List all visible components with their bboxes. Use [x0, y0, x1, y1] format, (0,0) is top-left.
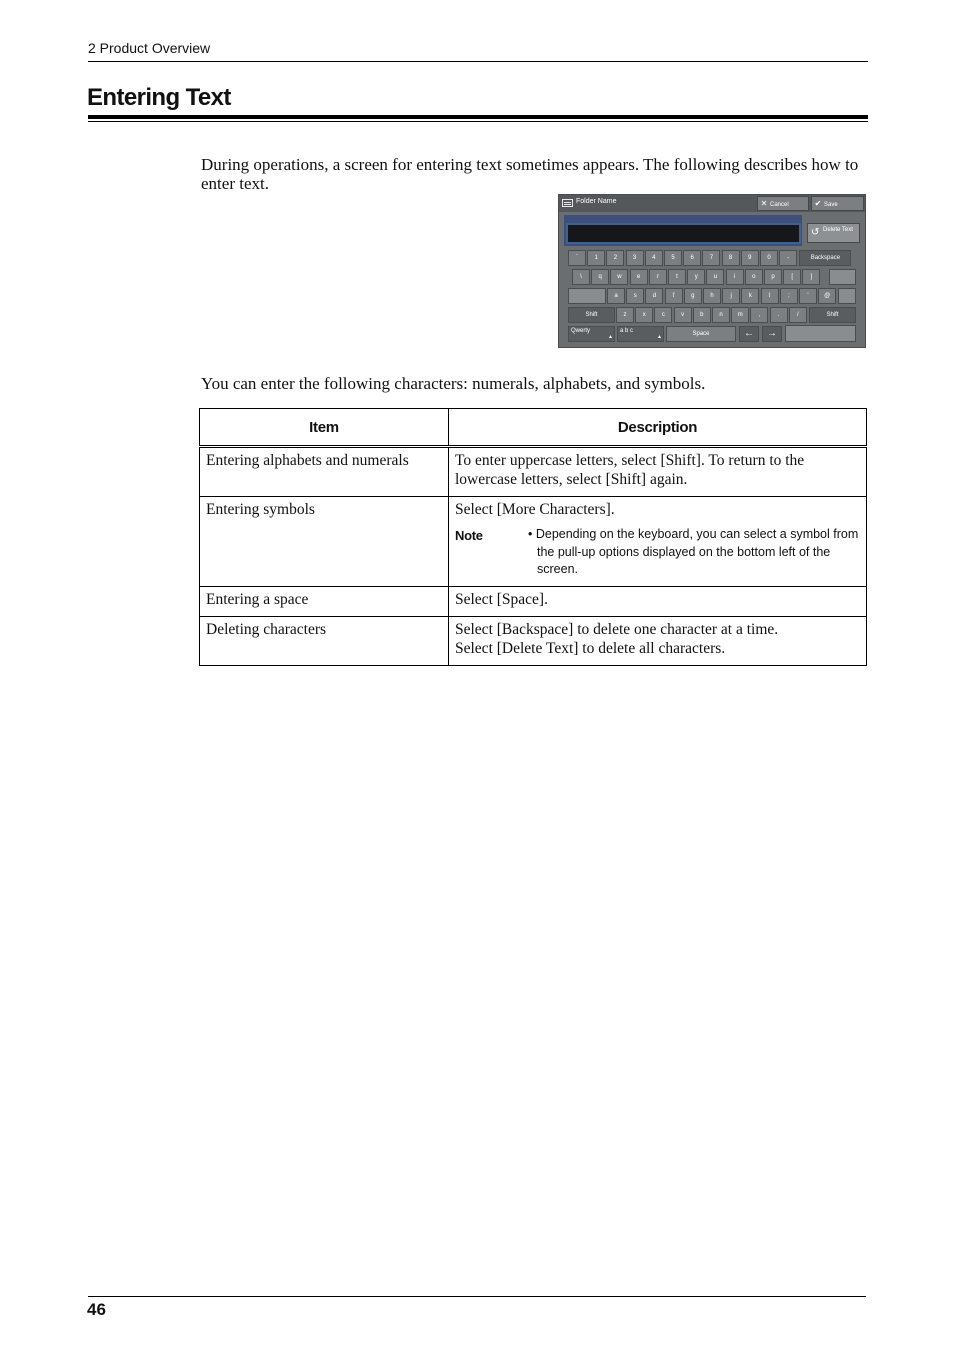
abc-selector[interactable]	[617, 326, 664, 342]
key[interactable]: s	[626, 288, 644, 304]
key[interactable]: z	[616, 307, 634, 323]
description-cell	[449, 616, 867, 665]
key[interactable]: b	[693, 307, 711, 323]
save-label: Save	[824, 202, 838, 208]
checkmark-icon: ✔	[814, 199, 822, 208]
running-header: 2 Product Overview	[88, 40, 211, 56]
key[interactable]: 7	[702, 250, 720, 266]
key[interactable]: 9	[741, 250, 759, 266]
header-rule	[88, 61, 868, 62]
key[interactable]: a	[607, 288, 625, 304]
key[interactable]: i	[726, 269, 744, 285]
delete-text-label: Delete Text	[823, 227, 853, 233]
key[interactable]: h	[703, 288, 721, 304]
qwerty-selector[interactable]	[568, 326, 615, 342]
keyboard-screenshot	[558, 194, 866, 348]
key[interactable]: ,	[750, 307, 768, 323]
table-row	[200, 497, 867, 587]
blank-key[interactable]	[838, 288, 856, 304]
dropdown-arrow-icon: ▲	[657, 334, 662, 340]
backspace-key[interactable]: Backspace	[799, 250, 851, 266]
column-header-item: Item	[200, 409, 449, 447]
item-cell: Entering alphabets and numerals	[200, 447, 449, 497]
key[interactable]: n	[712, 307, 730, 323]
key[interactable]: 1	[587, 250, 605, 266]
description-line: Select [Backspace] to delete one character at a time.	[455, 620, 779, 638]
item-cell: Deleting characters	[200, 616, 449, 665]
save-button[interactable]	[811, 196, 864, 211]
right-arrow-key[interactable]: →	[762, 326, 782, 342]
key[interactable]: l	[761, 288, 779, 304]
key[interactable]: f	[665, 288, 683, 304]
note-text: • Depending on the keyboard, you can select a symbol from the pull-up options displayed on the bottom left of the screen.	[528, 527, 859, 576]
cancel-label: Cancel	[770, 202, 789, 208]
key[interactable]: p	[764, 269, 782, 285]
blank-key[interactable]	[829, 269, 856, 285]
key[interactable]: x	[635, 307, 653, 323]
keyboard-title: Folder Name	[576, 198, 617, 205]
description-cell: Select [Space].	[449, 586, 867, 616]
shift-key[interactable]: Shift	[568, 307, 615, 323]
description-table	[199, 408, 867, 666]
keyboard-icon	[562, 199, 573, 207]
description-cell: To enter uppercase letters, select [Shift]. To return to the lowercase letters, select [Shift] again.	[449, 447, 867, 497]
keyboard-title-bar	[559, 195, 865, 212]
key[interactable]: ;	[780, 288, 798, 304]
key[interactable]: c	[654, 307, 672, 323]
blank-key[interactable]	[568, 288, 606, 304]
table-row	[200, 616, 867, 665]
key[interactable]: ]	[802, 269, 820, 285]
description-cell	[449, 497, 867, 587]
key[interactable]: 4	[645, 250, 663, 266]
key[interactable]: u	[706, 269, 724, 285]
undo-icon: ↺	[811, 227, 820, 238]
description-line: Select [Delete Text] to delete all characters.	[455, 639, 726, 657]
item-cell: Entering a space	[200, 586, 449, 616]
intro-paragraph: During operations, a screen for entering text sometimes appears. The following describes how to enter text.	[201, 155, 859, 193]
table-header-row	[200, 409, 867, 447]
shift-key[interactable]: Shift	[809, 307, 856, 323]
note-label: Note	[455, 528, 483, 543]
text-entry-field[interactable]	[566, 223, 801, 244]
key[interactable]: 8	[722, 250, 740, 266]
key[interactable]: .	[770, 307, 788, 323]
key[interactable]: '	[799, 288, 817, 304]
key[interactable]: e	[630, 269, 648, 285]
key[interactable]: `	[568, 250, 586, 266]
delete-text-button[interactable]	[807, 223, 860, 243]
characters-paragraph: You can enter the following characters: numerals, alphabets, and symbols.	[201, 374, 706, 393]
key[interactable]: 3	[626, 250, 644, 266]
key[interactable]: 0	[760, 250, 778, 266]
key[interactable]: -	[779, 250, 797, 266]
page-number: 46	[87, 1300, 106, 1319]
key[interactable]: [	[783, 269, 801, 285]
key[interactable]: \	[572, 269, 590, 285]
key[interactable]: 6	[683, 250, 701, 266]
table-row	[200, 586, 867, 616]
key[interactable]: /	[789, 307, 807, 323]
note-block	[455, 526, 860, 579]
description-text: Select [More Characters].	[455, 501, 615, 518]
key[interactable]: v	[674, 307, 692, 323]
key[interactable]: y	[687, 269, 705, 285]
page-title: Entering Text	[87, 84, 231, 111]
footer-rule	[88, 1296, 866, 1297]
cancel-button[interactable]	[757, 196, 809, 211]
key[interactable]: r	[649, 269, 667, 285]
key[interactable]: o	[745, 269, 763, 285]
key[interactable]: q	[591, 269, 609, 285]
title-rule	[88, 115, 868, 119]
key[interactable]: d	[645, 288, 663, 304]
title-rule-thin	[88, 121, 868, 122]
key[interactable]: 5	[664, 250, 682, 266]
key[interactable]: @	[818, 288, 836, 304]
key[interactable]: j	[722, 288, 740, 304]
item-cell: Entering symbols	[200, 497, 449, 587]
dropdown-arrow-icon: ▲	[608, 334, 613, 340]
qwerty-label: Qwerty	[571, 328, 591, 334]
blank-key	[785, 325, 856, 342]
space-key[interactable]: Space	[666, 326, 736, 342]
close-icon: ✕	[760, 199, 768, 208]
column-header-description: Description	[449, 409, 867, 447]
key[interactable]: k	[741, 288, 759, 304]
left-arrow-key[interactable]: ←	[739, 326, 759, 342]
abc-label: a b c	[620, 328, 634, 334]
key[interactable]: m	[731, 307, 749, 323]
key[interactable]: g	[684, 288, 702, 304]
key[interactable]: t	[668, 269, 686, 285]
table-row	[200, 447, 867, 497]
key[interactable]: 2	[606, 250, 624, 266]
key[interactable]: w	[610, 269, 628, 285]
